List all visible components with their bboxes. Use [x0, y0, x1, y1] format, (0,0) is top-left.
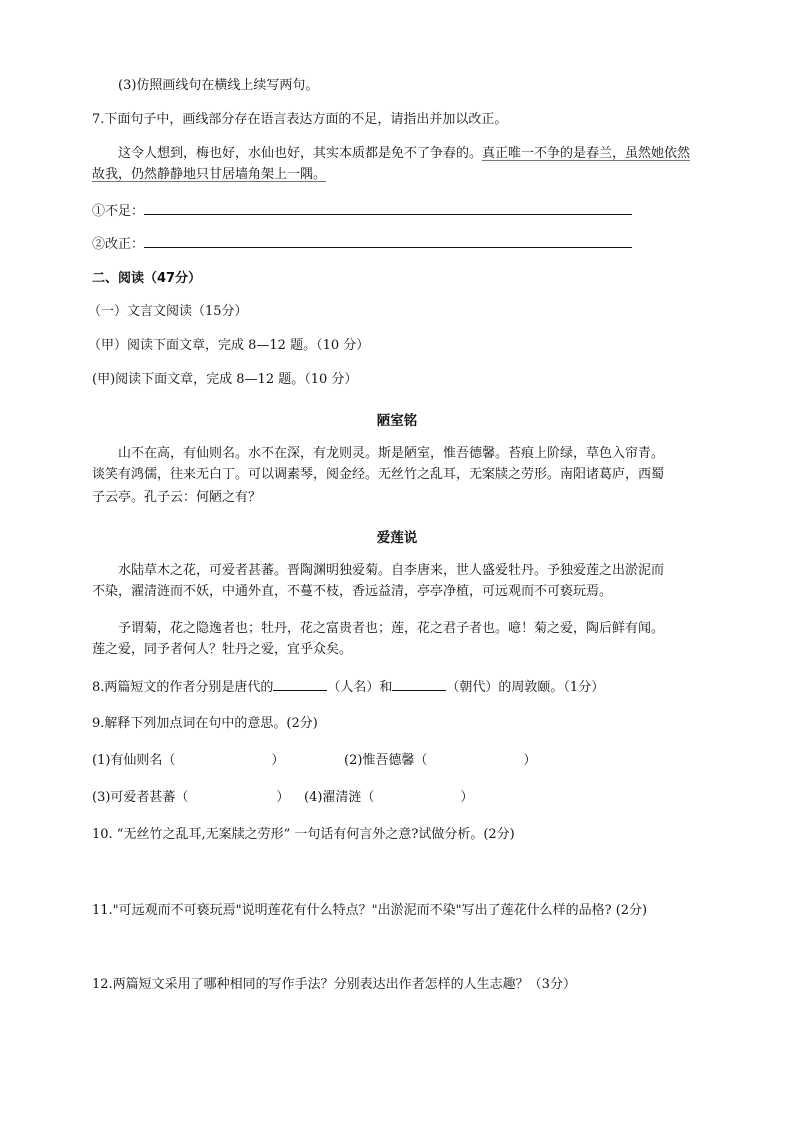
instruction-jia-1: （甲）阅读下面文章，完成 8—12 题。（10 分）	[88, 338, 370, 353]
deficiency-answer-blank[interactable]	[144, 201, 632, 215]
question-7-passage-plain: 这令人想到，梅也好，水仙也好，其实本质都是免不了争春的。	[118, 146, 483, 161]
question-8-part-c: （朝代）的周敦颐。（1分）	[446, 680, 605, 695]
question-8-part-a: 8.两篇短文的作者分别是唐代的	[92, 680, 274, 695]
question-11-answer-area[interactable]	[92, 924, 652, 972]
question-12: 12.两篇短文采用了哪种相同的写作手法？分别表达出作者怎样的人生志趣？（3分）	[92, 977, 576, 992]
q9-item-3-label: (3)可爱者甚蕃（	[92, 790, 189, 805]
answer-line-deficiency	[92, 201, 632, 221]
question-10: 10. “无丝竹之乱耳,无案牍之劳形” 一句话有何言外之意?试做分析。(2分)	[92, 827, 515, 842]
ailianshuo-line-4: 莲之爱，同予者何人？牡丹之爱，宜乎众矣。	[92, 642, 353, 657]
section-heading-reading: 二、阅读（47分）	[92, 271, 202, 286]
question-7-underlined-continued: 故我，仍然静静地只甘居墙角架上一隅。	[92, 167, 327, 182]
question-12-answer-area[interactable]	[92, 998, 652, 1078]
q9-item-4-close: ）	[460, 790, 474, 805]
q9-item-1-close: ）	[271, 753, 285, 768]
q9-item-1-label: (1)有仙则名（	[92, 753, 176, 768]
question-7-underlined-phrase: 真正唯一不争的是春兰，虽然她依然	[482, 146, 691, 161]
q9-item-4-label: (4)濯清涟（	[304, 790, 375, 805]
q9-item-2-close: ）	[523, 753, 537, 768]
question-9-stem: 9.解释下列加点词在句中的意思。(2分)	[92, 716, 318, 731]
instruction-jia-2: (甲)阅读下面文章，完成 8—12 题。（10 分）	[92, 372, 358, 387]
author-name-blank[interactable]	[273, 677, 327, 691]
question-9-item-1	[92, 752, 284, 770]
subsection-classical-reading: （一）文言文阅读（15分）	[88, 304, 248, 319]
question-8	[92, 677, 604, 697]
ailianshuo-line-1: 水陆草木之花，可爱者甚蕃。晋陶渊明独爱菊。自李唐来，世人盛爱牡丹。予独爱莲之出淤泥而	[118, 563, 665, 578]
loushiming-line-1: 山不在高，有仙则名。水不在深，有龙则灵。斯是陋室，惟吾德馨。苔痕上阶绿，草色入帘青。	[118, 446, 665, 461]
q9-item-3-close: ）	[276, 790, 290, 805]
question-7-stem: 7.下面句子中，画线部分存在语言表达方面的不足，请指出并加以改正。	[92, 112, 508, 127]
question-8-part-b: （人名）和	[327, 680, 393, 695]
question-6-3: (3)仿照画线句在横线上续写两句。	[118, 78, 319, 93]
question-11: 11."可远观而不可亵玩焉"说明莲花有什么特点？"出淤泥而不染"写出了莲花什么样的品格? (2分)	[92, 903, 648, 918]
passage-title-loushiming: 陋室铭	[376, 413, 418, 429]
q9-item-2-label: (2)惟吾德馨（	[344, 753, 428, 768]
question-7-passage-line-1	[118, 145, 690, 163]
loushiming-line-3: 子云亭。孔子云：何陋之有？	[92, 490, 262, 505]
question-9-item-3	[92, 789, 289, 807]
passage-title-ailianshuo: 爱莲说	[376, 530, 418, 546]
correction-label: ②改正：	[92, 237, 145, 252]
question-9-item-4	[304, 789, 473, 807]
answer-line-correction	[92, 234, 632, 254]
ailianshuo-line-3: 予谓菊，花之隐逸者也；牡丹，花之富贵者也；莲，花之君子者也。噫！菊之爱，陶后鲜有闻。	[118, 621, 665, 636]
loushiming-line-2: 谈笑有鸿儒，往来无白丁。可以调素琴，阅金经。无丝竹之乱耳，无案牍之劳形。南阳诸葛庐，西蜀	[92, 467, 665, 482]
correction-answer-blank[interactable]	[144, 234, 632, 248]
question-9-item-2	[344, 752, 536, 770]
deficiency-label: ①不足：	[92, 204, 145, 219]
question-10-answer-area[interactable]	[92, 848, 652, 896]
dynasty-blank[interactable]	[392, 677, 446, 691]
ailianshuo-line-2: 不染，濯清涟而不妖，中通外直，不蔓不枝，香远益清，亭亭净植，可远观而不可亵玩焉。	[92, 584, 613, 599]
question-7-passage-line-2	[92, 166, 326, 184]
